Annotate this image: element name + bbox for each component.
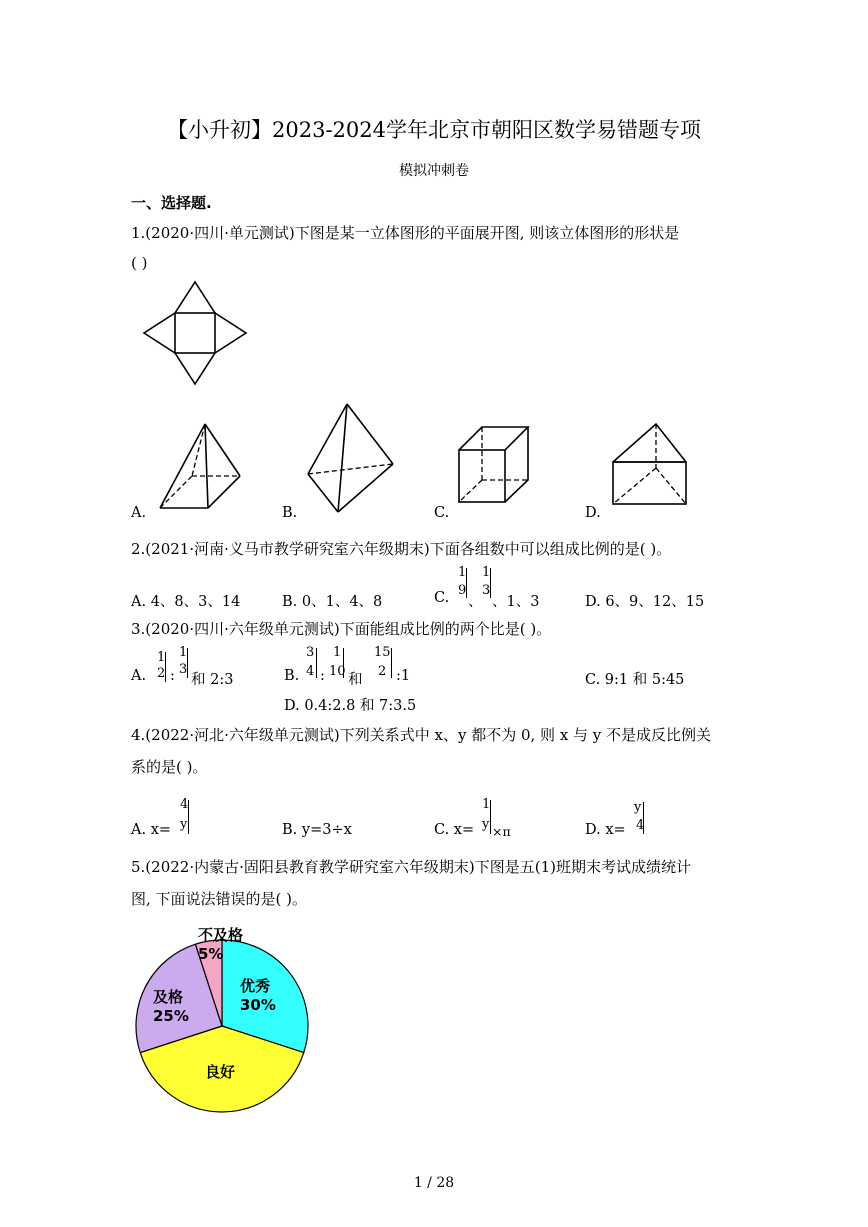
section-heading: 一、选择题.: [131, 194, 212, 212]
q2-c-frac1-num: 1: [458, 565, 467, 580]
q3-b-f2-num: 1: [333, 645, 342, 660]
q3-b-f2-den: 10: [329, 664, 346, 679]
option-a-figure: [158, 422, 242, 514]
q3-b-f3-den: 2: [378, 664, 387, 679]
q3-a-colon: :: [170, 668, 175, 684]
q3-b-f1-num: 3: [306, 645, 315, 660]
option-b-figure: [304, 402, 398, 518]
question-2-text: 2.(2021·河南·义马市教学研究室六年级期末)下面各组数中可以组成比例的是( )。: [131, 540, 672, 558]
pie-label-excellent: 优秀: [240, 977, 271, 995]
pie-label-fail: 不及格: [198, 926, 244, 944]
option-c-figure: [456, 424, 532, 506]
question-5-text: 5.(2022·内蒙古·固阳县教育教学研究室六年级期末)下图是五(1)班期末考试成绩统计: [131, 858, 691, 876]
score-pie-chart: [134, 938, 310, 1114]
q4-a-den: y: [180, 817, 188, 832]
q1-option-c[interactable]: C.: [434, 505, 450, 521]
q2-c-frac2-den: 3: [482, 583, 491, 598]
option-d-figure: [610, 422, 690, 508]
pyramid-net-figure: [140, 280, 250, 386]
q3-option-a-prefix[interactable]: A.: [131, 668, 147, 684]
page-number: 1 / 28: [413, 1175, 455, 1191]
q3-option-d[interactable]: D. 0.4:2.8 和 7:3.5: [284, 698, 417, 714]
q2-option-d[interactable]: D. 6、9、12、15: [585, 594, 705, 610]
page-subtitle: 模拟冲刺卷: [399, 163, 469, 179]
q2-option-b[interactable]: B. 0、1、4、8: [282, 594, 383, 610]
q3-a-f2-num: 1: [179, 645, 188, 660]
pie-value-fail: 5%: [198, 945, 224, 963]
page-title: 【小升初】2023-2024学年北京市朝阳区数学易错题专项: [167, 118, 701, 142]
q3-a-f1-num: 1: [157, 650, 166, 665]
q4-c-rest: ×π: [492, 824, 511, 839]
question-5-text-2: 图, 下面说法错误的是( )。: [131, 890, 308, 908]
pie-label-pass: 及格: [153, 988, 184, 1006]
q4-d-den: 4: [636, 818, 645, 833]
q4-a-num: 4: [180, 797, 189, 812]
q3-option-c[interactable]: C. 9:1 和 5:45: [585, 672, 685, 688]
q4-d-num: y: [634, 800, 642, 815]
q3-b-mid: 和: [348, 672, 363, 688]
q4-option-b[interactable]: B. y=3÷x: [282, 822, 352, 838]
question-1-blank: ( ): [131, 254, 148, 272]
q4-option-c-prefix[interactable]: C. x=: [434, 822, 475, 838]
q1-option-d[interactable]: D.: [585, 505, 601, 521]
pie-value-pass: 25%: [153, 1007, 189, 1025]
q4-option-d-prefix[interactable]: D. x=: [585, 822, 626, 838]
question-4-text: 4.(2022·河北·六年级单元测试)下列关系式中 x、y 都不为 0, 则 x 与 y 不是成反比例关: [131, 726, 712, 744]
q3-b-rest: :1: [396, 668, 411, 684]
question-1-text: 1.(2020·四川·单元测试)下图是某一立体图形的平面展开图, 则该立体图形的形状是: [131, 224, 680, 242]
q2-option-c-prefix[interactable]: C.: [434, 590, 450, 606]
q3-b-f1-den: 4: [306, 664, 315, 679]
question-3-text: 3.(2020·四川·六年级单元测试)下面能组成比例的两个比是( )。: [131, 620, 552, 638]
q2-c-frac1-den: 9: [458, 583, 467, 598]
q4-c-den: y: [482, 817, 490, 832]
pie-label-good: 良好: [205, 1063, 236, 1081]
q3-a-f1-den: 2: [157, 666, 166, 681]
q4-c-num: 1: [482, 797, 491, 812]
q1-option-b[interactable]: B.: [282, 505, 298, 521]
q3-a-rest: 和 2:3: [191, 672, 234, 688]
q3-a-f2-den: 3: [179, 662, 188, 677]
q3-b-colon: :: [320, 668, 325, 684]
q2-option-a[interactable]: A. 4、8、3、14: [131, 594, 241, 610]
q3-b-f3-num: 15: [374, 645, 391, 660]
q1-option-a[interactable]: A.: [131, 505, 147, 521]
q3-option-b-prefix[interactable]: B.: [284, 668, 300, 684]
pie-value-excellent: 30%: [240, 996, 276, 1014]
q2-c-frac2-num: 1: [482, 565, 491, 580]
q4-option-a-prefix[interactable]: A. x=: [131, 822, 172, 838]
question-4-text-2: 系的是( )。: [131, 758, 208, 776]
q2-c-rest: 、1、3: [492, 594, 540, 610]
q2-c-sep: 、: [468, 594, 483, 610]
